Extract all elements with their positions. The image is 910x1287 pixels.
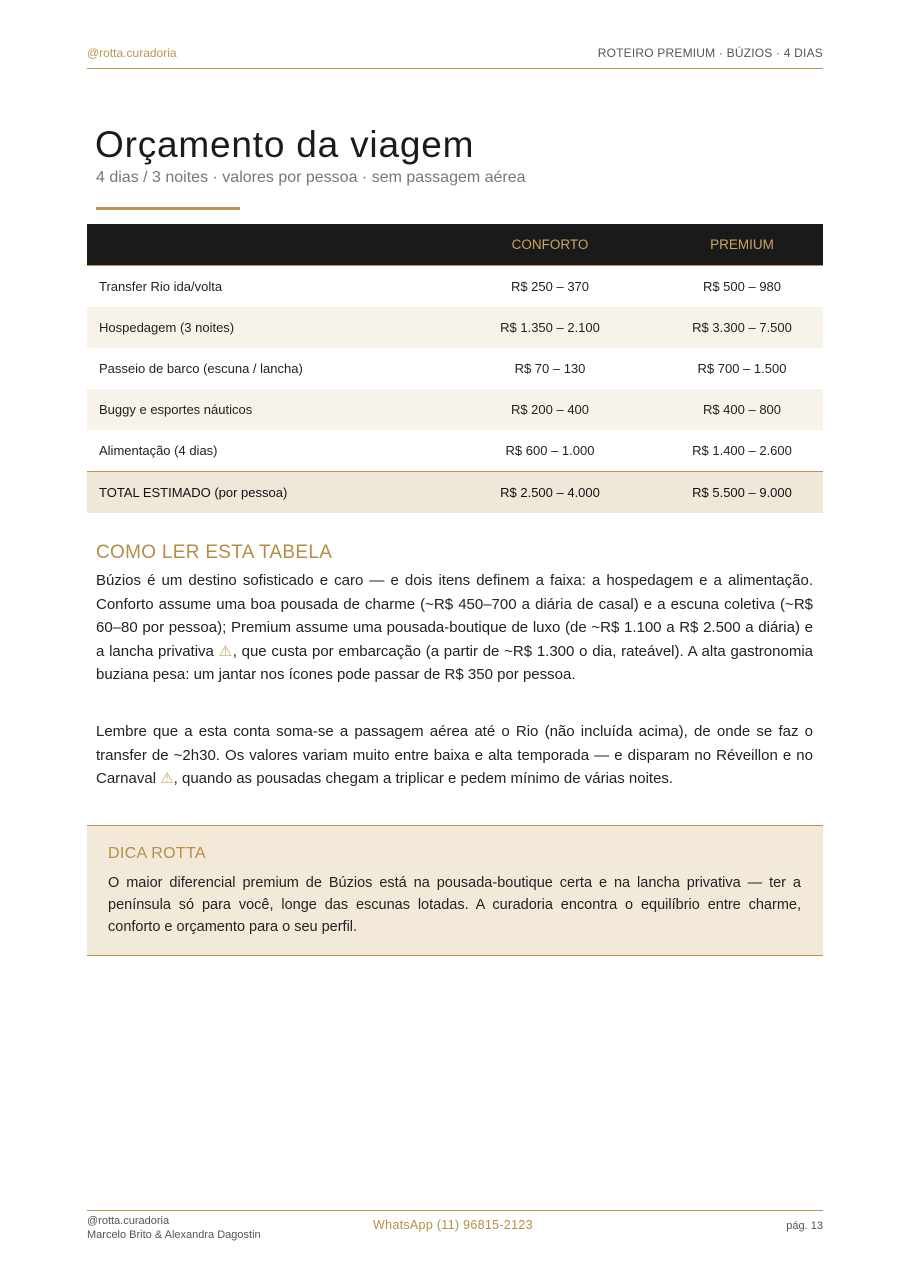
page-title: Orçamento da viagem — [95, 124, 475, 165]
row-premium: R$ 700 – 1.500 — [697, 361, 787, 376]
header-meta: ROTEIRO PREMIUM · BÚZIOS · 4 DIAS — [597, 46, 823, 60]
reading-section-title: COMO LER ESTA TABELA — [96, 542, 333, 563]
reading-paragraph-2 — [96, 720, 813, 791]
warning-icon: ⚠ — [218, 642, 233, 660]
paragraph-text: , quando as pousadas chegam a triplicar e pedem mínimo de várias noites. — [173, 770, 674, 788]
tip-box — [87, 825, 823, 956]
table-total-row — [87, 472, 823, 514]
reading-paragraph-1 — [96, 569, 813, 687]
row-item: Alimentação (4 dias) — [99, 443, 218, 458]
title-divider — [96, 207, 240, 210]
row-item: Buggy e esportes náuticos — [87, 389, 439, 430]
row-premium: R$ 400 – 800 — [661, 389, 823, 430]
total-conforto: R$ 2.500 – 4.000 — [439, 472, 661, 514]
warning-icon: ⚠ — [160, 770, 174, 788]
footer-credits — [87, 1214, 261, 1242]
row-item: Hospedagem (3 noites) — [87, 307, 439, 348]
table-header-row — [87, 224, 823, 266]
paragraph-text: , que custa por embarcação (a partir de ~R$ 1.300 o dia, rateável). A alta gastronomia buziana pesa: um jantar nos ícones pode passar de R$ 350 por pessoa. — [96, 642, 813, 684]
header-handle[interactable]: @rotta.curadoria — [87, 46, 177, 60]
row-conforto: R$ 250 – 370 — [510, 279, 590, 294]
row-conforto: R$ 600 – 1.000 — [505, 443, 595, 458]
table-row — [87, 430, 823, 472]
table-row — [87, 266, 823, 308]
tip-title: DICA ROTTA — [108, 845, 206, 862]
footer-page-number: pág. 13 — [786, 1220, 823, 1232]
row-conforto: R$ 1.350 – 2.100 — [439, 307, 661, 348]
row-premium: R$ 500 – 980 — [702, 279, 782, 294]
footer-handle[interactable]: @rotta.curadoria — [87, 1215, 170, 1227]
column-header-conforto: CONFORTO — [439, 224, 661, 266]
total-premium: R$ 5.500 – 9.000 — [661, 472, 823, 514]
table-row — [87, 389, 823, 430]
paragraph-text: Lembre que a esta conta soma-se a passagem aérea até o Rio (não incluída acima), de onde se faz o transfer de ~2h30. Os valores variam muito entre baixa e alta temporada — e disparam no Réveillon e no Carnaval — [96, 723, 813, 788]
footer-authors: Marcelo Brito & Alexandra Dagostin — [87, 1229, 261, 1241]
total-item: TOTAL ESTIMADO (por pessoa) — [87, 472, 439, 514]
budget-table — [87, 224, 823, 513]
table-row — [87, 348, 823, 389]
footer-whatsapp-link[interactable]: WhatsApp (11) 96815-2123 — [373, 1218, 533, 1232]
paragraph-text: Búzios é um destino sofisticado e caro — e dois itens definem a faixa: a hospedagem e a alimentação. Conforto assume uma boa pousada de charme (~R$ 450–700 a diária de casal) e a escuna coletiva (~R$ 60–80 por pessoa); Premium assume uma pousada-boutique de luxo (de ~R$ 1.100 a R$ 2.500 a diária) e a lancha privativa — [96, 572, 813, 660]
row-item: Passeio de barco (escuna / lancha) — [99, 361, 303, 376]
row-premium: R$ 1.400 – 2.600 — [692, 443, 792, 458]
page-footer — [87, 1210, 823, 1243]
page-header — [87, 46, 823, 69]
row-conforto: R$ 200 – 400 — [439, 389, 661, 430]
page-subtitle: 4 dias / 3 noites · valores por pessoa · sem passagem aérea — [96, 169, 526, 186]
column-header-premium: PREMIUM — [661, 224, 823, 266]
table-row — [87, 307, 823, 348]
row-conforto: R$ 70 – 130 — [514, 361, 586, 376]
row-item: Transfer Rio ida/volta — [99, 279, 223, 294]
row-premium: R$ 3.300 – 7.500 — [661, 307, 823, 348]
tip-text: O maior diferencial premium de Búzios está na pousada-boutique certa e na lancha privativa — ter a península só para você, longe das escunas lotadas. A curadoria encontra o equilíbrio entre charme, conforto e orçamento para o seu perfil. — [108, 875, 801, 935]
column-header-item — [87, 224, 439, 266]
